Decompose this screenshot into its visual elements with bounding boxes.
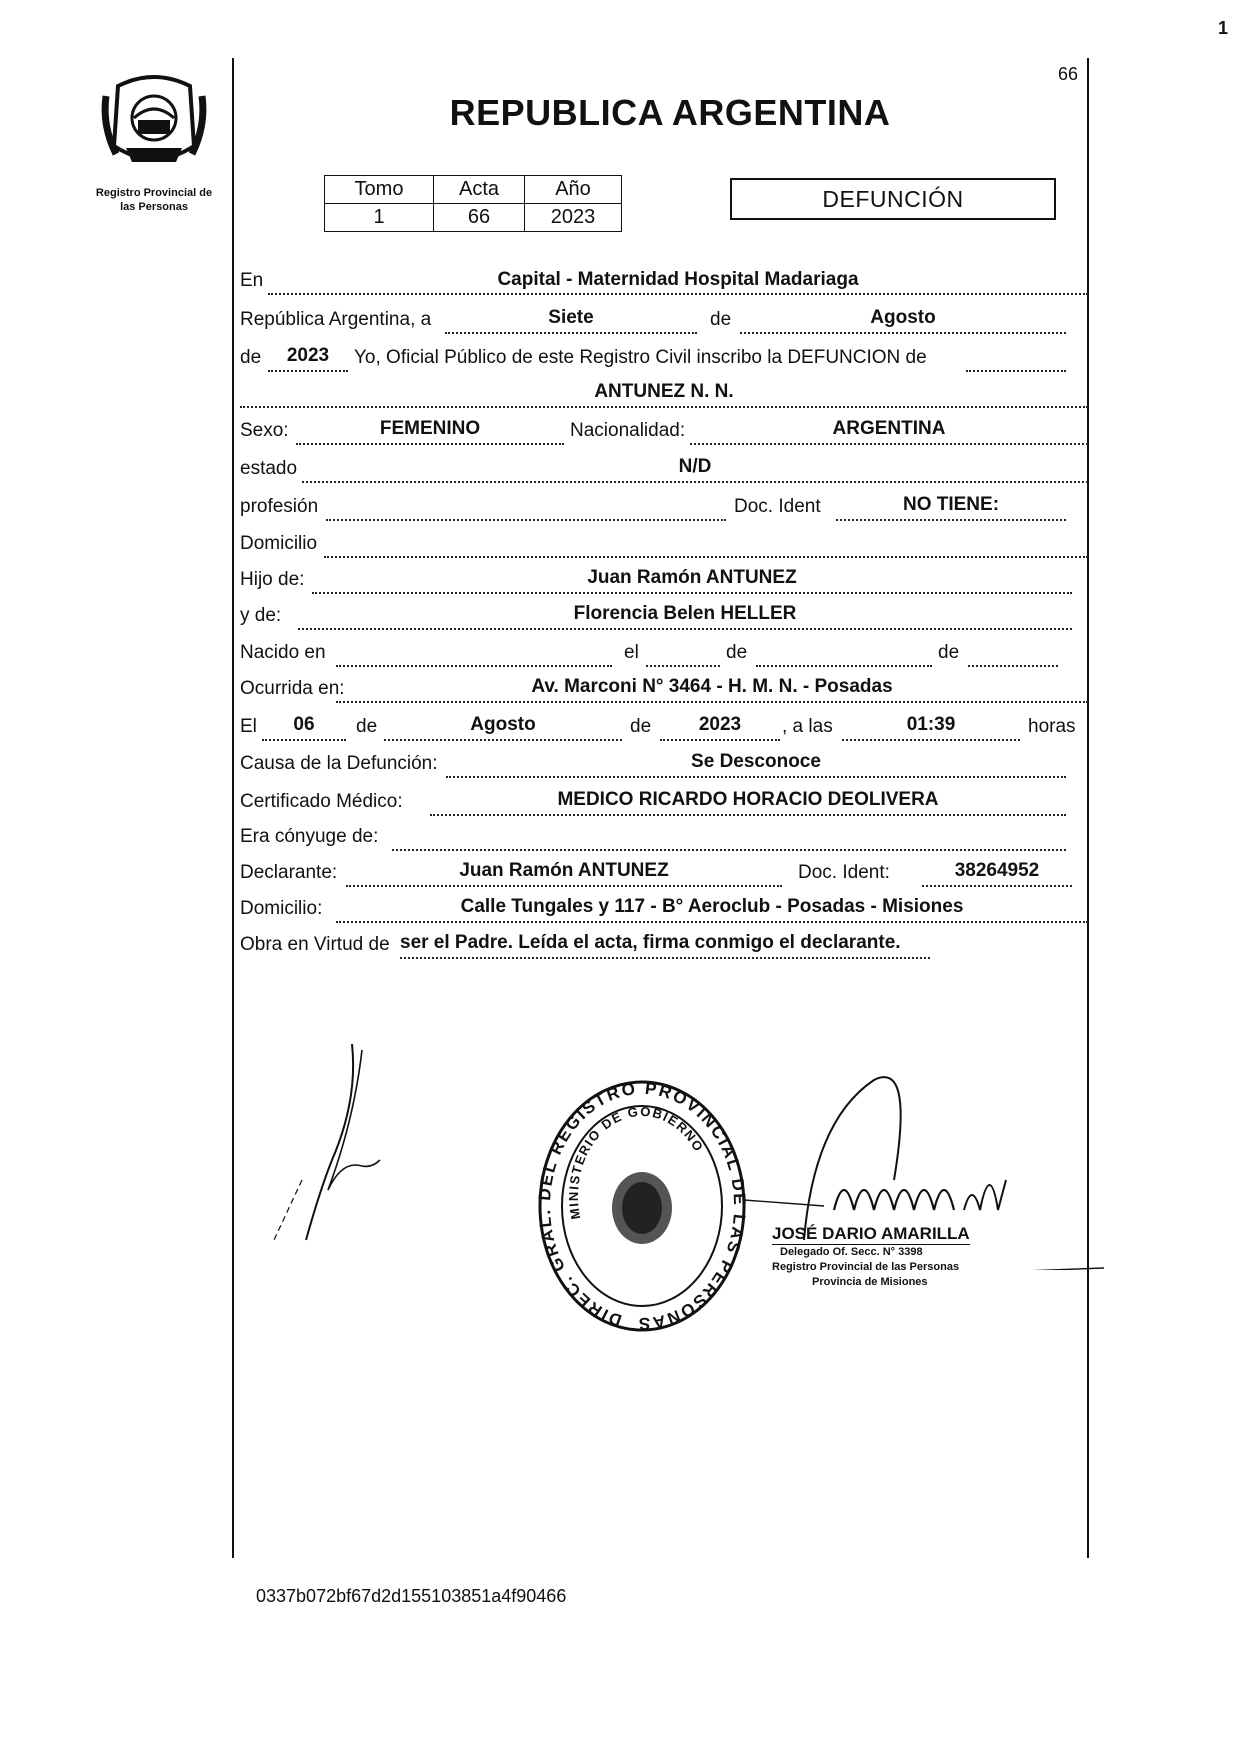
declarant-signature: [262, 1040, 392, 1260]
doc-ident-label: Doc. Ident: [734, 496, 821, 517]
de-label-1: de: [710, 309, 732, 330]
left-border-line: [232, 58, 234, 1558]
doc-ident-value: NO TIENE:: [902, 494, 1000, 515]
declarante-value: Juan Ramón ANTUNEZ: [459, 860, 669, 881]
declarante-doc: 38264952: [954, 860, 1040, 881]
registry-caption: [70, 186, 238, 214]
nacido-de-label-2: de: [938, 642, 960, 663]
nacionalidad-label: Nacionalidad:: [570, 420, 686, 441]
estado-label: estado: [240, 458, 298, 479]
year-value: 2023: [286, 345, 330, 366]
nacido-el-label: el: [624, 642, 639, 663]
official-block: [772, 1224, 1002, 1290]
place-value: Capital - Maternidad Hospital Madariaga: [497, 269, 859, 290]
acta-header: Acta: [434, 176, 525, 204]
document-hash: 0337b072bf67d2d155103851a4f90466: [256, 1586, 567, 1606]
nacido-label: Nacido en: [240, 642, 326, 663]
certificado-value: MEDICO RICARDO HORACIO DEOLIVERA: [557, 789, 939, 810]
province-logo: [98, 66, 210, 176]
official-registry: Registro Provincial de las Personas: [772, 1261, 960, 1273]
month-value: Agosto: [870, 307, 936, 328]
alas-label: , a las: [782, 716, 833, 737]
nacionalidad-value: ARGENTINA: [832, 418, 946, 439]
profesion-label: profesión: [240, 496, 319, 517]
death-month: Agosto: [470, 714, 536, 735]
corner-mark: 1: [1218, 18, 1229, 38]
death-de-label-2: de: [630, 716, 652, 737]
official-province: Provincia de Misiones: [812, 1276, 928, 1288]
anio-header: Año: [525, 176, 622, 204]
ocurrida-label: Ocurrida en:: [240, 678, 345, 699]
sexo-label: Sexo:: [240, 420, 289, 441]
republica-label: República Argentina, a: [240, 309, 432, 330]
en-label: En: [240, 270, 264, 291]
day-word: Siete: [548, 307, 594, 328]
causa-value: Se Desconoce: [691, 751, 821, 772]
seal-inner-text: MINISTERIO DE GOBIERNO: [566, 1103, 707, 1221]
domicilio2-label: Domicilio:: [240, 898, 323, 919]
nacido-de-label-1: de: [726, 642, 748, 663]
doc-ident2-label: Doc. Ident:: [798, 862, 890, 883]
acta-value: 66: [434, 204, 525, 232]
obra-text: ser el Padre. Leída el acta, firma conmigo el declarante.: [400, 932, 901, 953]
father-name: Juan Ramón ANTUNEZ: [587, 567, 797, 588]
estado-value: N/D: [678, 456, 712, 477]
page-title: REPUBLICA ARGENTINA: [449, 92, 891, 133]
obra-label: Obra en Virtud de: [240, 934, 390, 955]
registry-caption-line2: las Personas: [120, 201, 188, 213]
mother-name: Florencia Belen HELLER: [573, 603, 797, 624]
tomo-header: Tomo: [325, 176, 434, 204]
causa-label: Causa de la Defunción:: [240, 753, 438, 774]
death-de-label-1: de: [356, 716, 378, 737]
deceased-name: ANTUNEZ N. N.: [594, 381, 734, 402]
ocurrida-value: Av. Marconi N° 3464 - H. M. N. - Posadas: [531, 676, 893, 697]
anio-value: 2023: [525, 204, 622, 232]
certificado-label: Certificado Médico:: [240, 791, 403, 812]
hijo-label: Hijo de:: [240, 569, 305, 590]
yde-label: y de:: [240, 605, 282, 626]
record-table: [324, 175, 622, 232]
de-label-2: de: [240, 347, 262, 368]
horas-label: horas: [1028, 716, 1076, 737]
seal-outer-text: DIREC. GRAL. DEL REGISTRO PROVINCIAL DE LAS PERSONAS: [536, 1078, 748, 1334]
domicilio-label: Domicilio: [240, 533, 318, 554]
declarante-label: Declarante:: [240, 862, 338, 883]
official-seal: [536, 1078, 748, 1338]
el-label: El: [240, 716, 257, 737]
declarante-domicilio: Calle Tungales y 117 - B° Aeroclub - Posadas - Misiones: [460, 896, 964, 917]
inscribo-text: Yo, Oficial Público de este Registro Civil inscribo la DEFUNCION de: [354, 347, 927, 368]
death-year: 2023: [698, 714, 742, 735]
death-day: 06: [293, 714, 315, 735]
registry-caption-line1: Registro Provincial de: [95, 187, 213, 199]
sexo-value: FEMENINO: [379, 418, 481, 439]
official-position: Delegado Of. Secc. N° 3398: [780, 1246, 923, 1258]
conyuge-label: Era cónyuge de:: [240, 826, 379, 847]
tomo-value: 1: [325, 204, 434, 232]
document-type-box: DEFUNCIÓN: [730, 178, 1056, 220]
death-time: 01:39: [906, 714, 956, 735]
official-name: JOSÉ DARIO AMARILLA: [772, 1224, 970, 1243]
page-number: 66: [1058, 64, 1079, 84]
